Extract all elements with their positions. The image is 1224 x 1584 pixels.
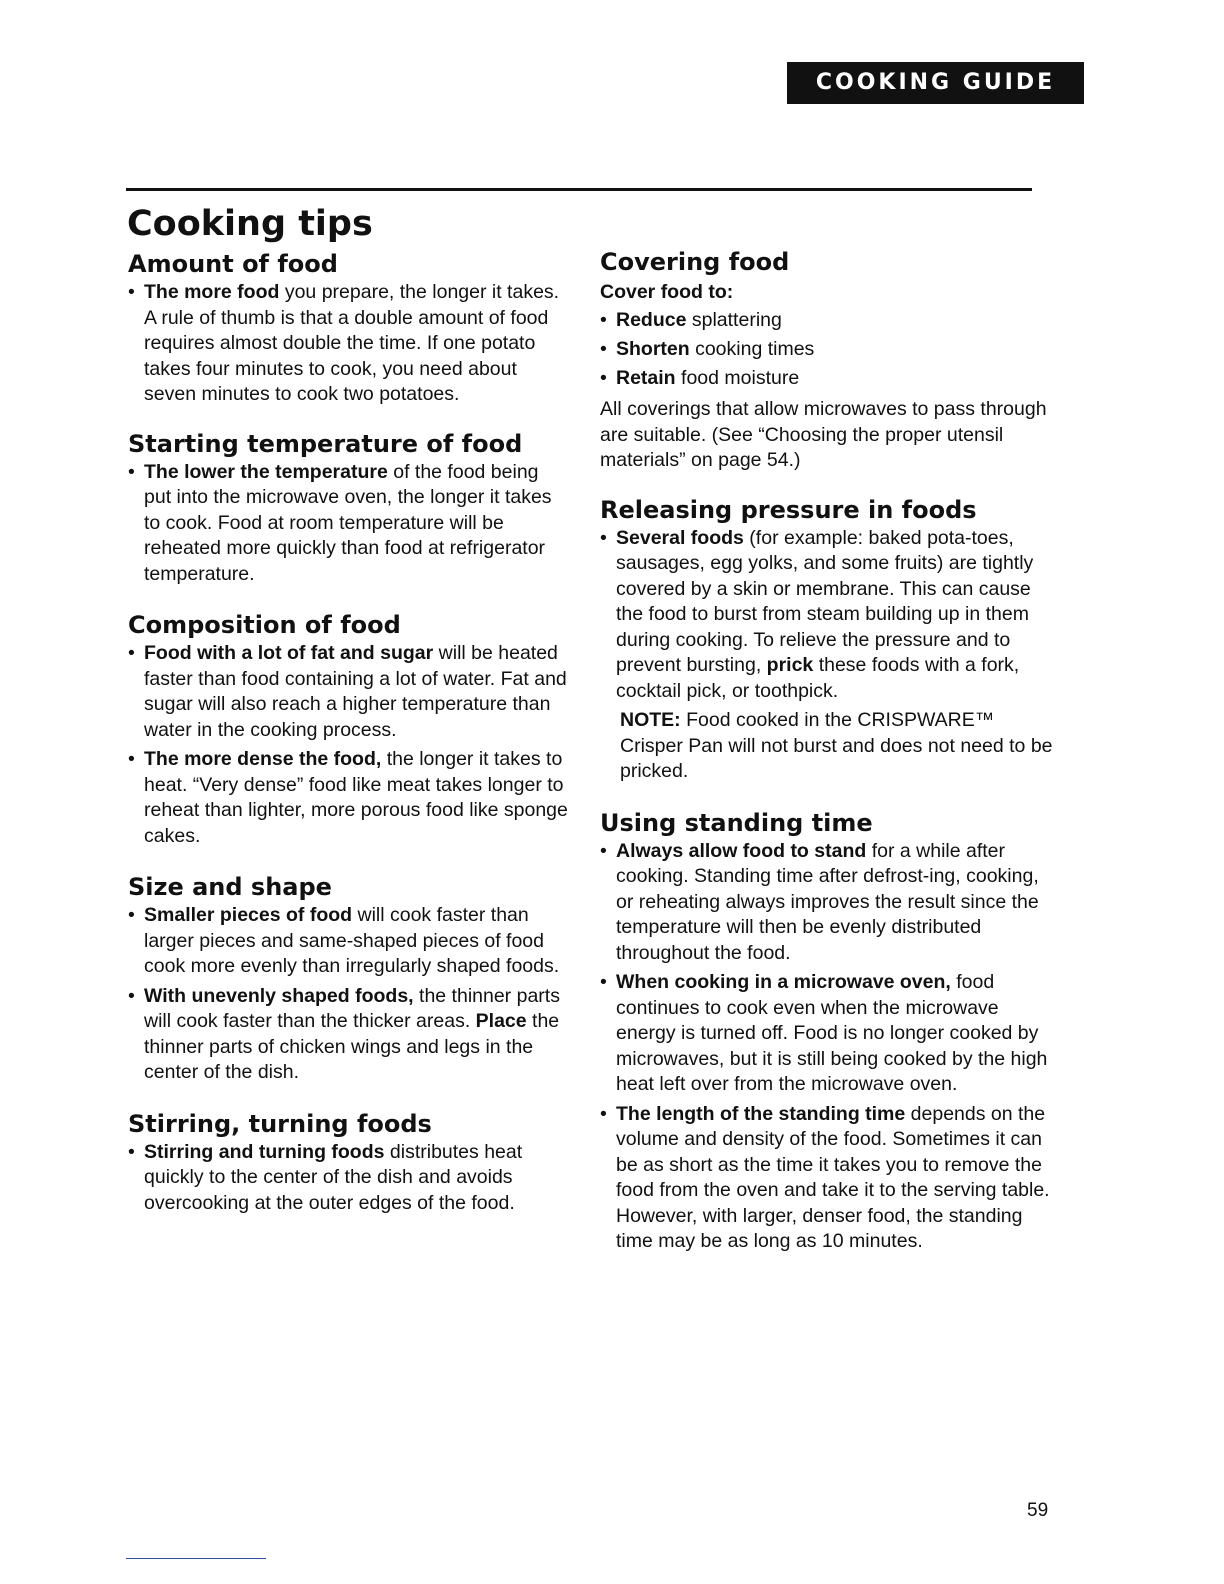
bullet-list <box>600 839 1055 1255</box>
bullet-text: for a while after cooking. Standing time after defrost-ing, cooking, or reheating always improves the result since the temperature will then be evenly distributed throughout the food. <box>616 839 1039 964</box>
bullet-lead: Food with a lot of fat and sugar <box>144 642 434 664</box>
bullet-text: the thinner parts of chicken wings and legs in the center of the dish. <box>144 1010 560 1083</box>
note-label: NOTE: <box>620 709 681 731</box>
page-title: Cooking tips <box>127 204 373 244</box>
bullet-lead: The lower the temperature <box>144 460 388 483</box>
bullet-lead: Stirring and turning foods <box>144 1140 385 1163</box>
bullet-lead: With unevenly shaped foods, <box>144 984 414 1007</box>
section-heading: Starting temperature of food <box>128 429 523 458</box>
bullet-text: distributes heat quickly to the center of the dish and avoids overcooking at the outer edges of the food. <box>144 1140 523 1214</box>
bullet-list <box>128 641 568 849</box>
bullet-icon: • <box>600 971 607 993</box>
list-item <box>600 364 1055 393</box>
bullet-icon: • <box>128 984 135 1007</box>
bullet-icon: • <box>600 309 607 331</box>
title-rule <box>126 188 1032 191</box>
bullet-lead: Smaller pieces of food <box>144 904 353 926</box>
bullet-lead: The more food <box>144 281 280 303</box>
bullet-lead: When cooking in a microwave oven, <box>616 971 951 993</box>
footer-rule <box>126 1558 266 1559</box>
list-item <box>600 306 1055 335</box>
bullet-lead: Retain <box>616 367 676 389</box>
bullet-list <box>600 526 1055 705</box>
list-item <box>600 970 1055 1098</box>
bullet-text: these foods with a fork, cocktail pick, or toothpick. <box>616 654 1020 702</box>
bullet-text: you prepare, the longer it takes. A rule of thumb is that a double amount of food requires almost double the time. If one potato takes four minutes to cook, you need about seven minutes to cook two potatoes. <box>144 281 560 405</box>
bullet-text: food continues to cook even when the microwave energy is turned off. Food is no longer cooked by microwaves, but it is still being cooked by the high heat left over from the microwave oven. <box>616 971 1048 1095</box>
bullet-list <box>600 306 1055 393</box>
note-text: Food cooked in the CRISPWARE™ Crisper Pan will not burst and does not need to be pricked. <box>620 709 1053 782</box>
section-paragraph: All coverings that allow microwaves to pass through are suitable. (See “Choosing the proper utensil materials” on page 54.) <box>600 398 1047 471</box>
bullet-icon: • <box>128 904 135 926</box>
bullet-lead: The length of the standing time <box>616 1102 906 1125</box>
list-item <box>600 839 1055 967</box>
bullet-text: (for example: baked pota-toes, sausages, egg yolks, and some fruits) are tightly covered by a skin or membrane. This can cause the food to burst from steam building up in them during cooking. To relieve the pressure and to prevent bursting, <box>616 526 1034 676</box>
section-composition-of-food <box>128 609 568 849</box>
section-stirring-turning-foods <box>128 1108 568 1217</box>
left-column <box>128 248 568 1216</box>
section-heading: Using standing time <box>600 808 873 837</box>
section-heading: Composition of food <box>128 611 401 639</box>
section-heading: Amount of food <box>128 250 338 278</box>
bullet-text: the thinner parts will cook faster than the thicker areas. <box>144 984 560 1032</box>
section-subheading: Cover food to: <box>600 281 734 303</box>
bullet-emphasis: Place <box>475 1010 527 1032</box>
bullet-text: will cook faster than larger pieces and same-shaped pieces of food cook more evenly than irregularly shaped foods. <box>144 904 560 977</box>
list-item <box>128 641 568 743</box>
bullet-text: depends on the volume and density of the food. Sometimes it can be as short as the time it takes you to remove the food from the oven and take it to the serving table. However, with larger, denser food, the standing time may be as long as 10 minutes. <box>616 1102 1050 1252</box>
section-amount-of-food <box>128 248 568 408</box>
bullet-icon: • <box>600 338 607 360</box>
bullet-icon: • <box>600 839 607 862</box>
bullet-list <box>128 1140 568 1217</box>
section-covering-food <box>600 246 1055 474</box>
bullet-lead: Reduce <box>616 309 687 331</box>
list-item <box>600 335 1055 364</box>
bullet-icon: • <box>128 748 135 770</box>
page-number: 59 <box>1027 1500 1049 1521</box>
section-releasing-pressure <box>600 494 1055 785</box>
bullet-icon: • <box>128 642 135 664</box>
bullet-text: the longer it takes to heat. “Very dense” food like meat takes longer to reheat than lighter, more porous food like sponge cakes. <box>144 748 568 847</box>
bullet-emphasis: prick <box>766 654 814 676</box>
section-badge: COOKING GUIDE <box>787 62 1084 104</box>
bullet-text: splattering <box>686 309 782 331</box>
right-column <box>600 246 1055 1255</box>
list-item <box>128 280 568 408</box>
section-using-standing-time <box>600 807 1055 1255</box>
list-item <box>128 984 568 1086</box>
bullet-text: of the food being put into the microwave oven, the longer it takes to cook. Food at room temperature will be reheated more quickly than food at refrigerator temperature. <box>144 460 552 585</box>
bullet-icon: • <box>128 281 135 303</box>
bullet-list <box>128 460 568 588</box>
bullet-icon: • <box>600 526 607 549</box>
section-heading: Size and shape <box>128 873 332 901</box>
list-item <box>128 903 568 980</box>
section-heading: Covering food <box>600 248 790 276</box>
section-size-and-shape <box>128 871 568 1086</box>
list-item <box>128 1140 568 1217</box>
bullet-lead: Always allow food to stand <box>616 839 867 862</box>
list-item <box>600 1102 1055 1255</box>
bullet-text: will be heated faster than food containing a lot of water. Fat and sugar will also reach a higher temperature than water in the cooking process. <box>144 642 567 741</box>
bullet-list <box>128 280 568 408</box>
list-item <box>128 460 568 588</box>
section-heading: Releasing pressure in foods <box>600 495 977 524</box>
bullet-icon: • <box>600 367 607 389</box>
section-starting-temperature <box>128 428 568 588</box>
bullet-icon: • <box>600 1102 607 1125</box>
list-item <box>600 526 1055 705</box>
section-heading: Stirring, turning foods <box>128 1109 432 1138</box>
bullet-lead: Several foods <box>616 526 744 549</box>
bullet-lead: Shorten <box>616 338 690 360</box>
bullet-lead: The more dense the food, <box>144 748 382 770</box>
bullet-list <box>128 903 568 1086</box>
bullet-text: cooking times <box>689 338 815 360</box>
bullet-icon: • <box>128 460 135 483</box>
bullet-text: food moisture <box>675 367 800 389</box>
bullet-icon: • <box>128 1140 135 1163</box>
list-item <box>128 747 568 849</box>
note-paragraph <box>600 708 1055 785</box>
